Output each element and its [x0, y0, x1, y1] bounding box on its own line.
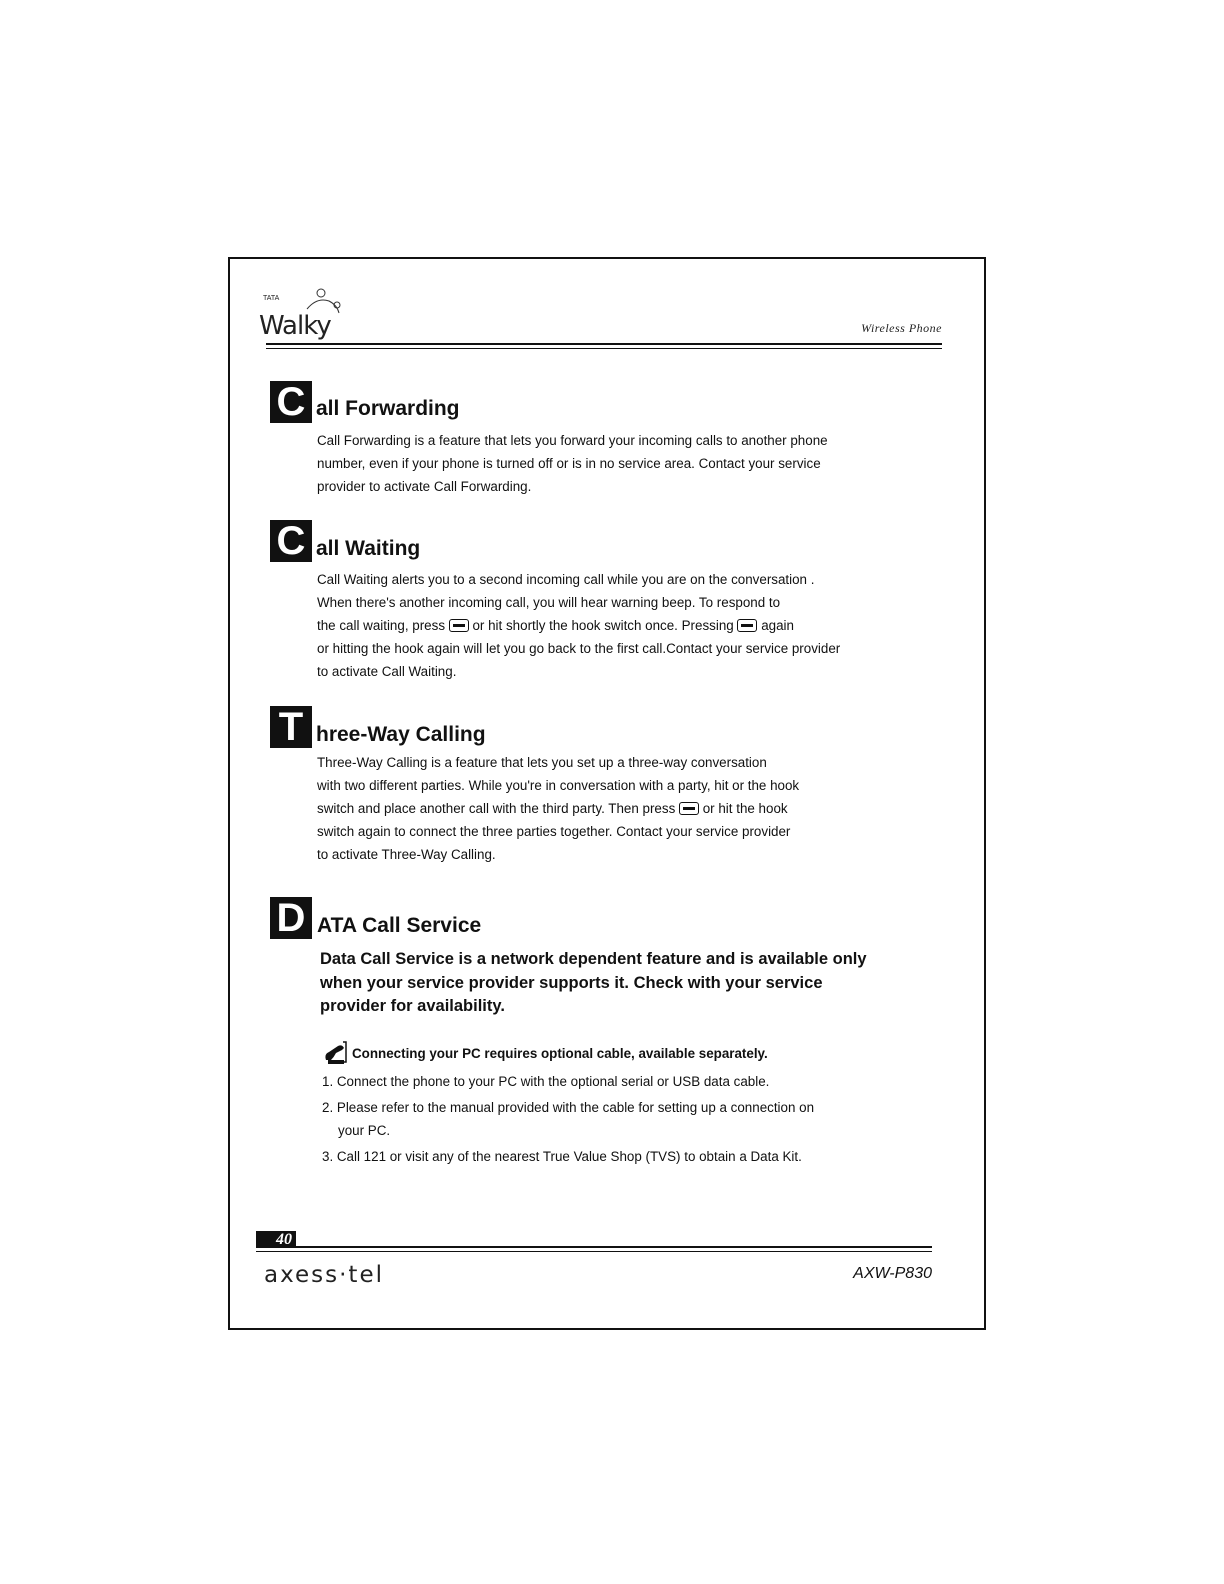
redial-key-icon: [679, 802, 699, 815]
section-initial: C: [270, 381, 312, 423]
header-rule-thin: [266, 348, 942, 349]
logo-small-text: TATA: [263, 295, 280, 302]
text-line: or hitting the hook again will let you go back to the first call.Contact your service provider: [317, 641, 841, 656]
bold-paragraph: [320, 948, 867, 1019]
text-line: Data Call Service is a network dependent feature and is available only: [320, 950, 867, 968]
text-line: Call Forwarding is a feature that lets you forward your incoming calls to another phone: [317, 433, 828, 448]
list-item: your PC.: [338, 1123, 391, 1138]
list-item: 1. Connect the phone to your PC with the optional serial or USB data cable.: [322, 1074, 770, 1089]
model-number: AXW-P830: [853, 1265, 932, 1282]
section-initial: D: [270, 897, 312, 939]
list-item: 3. Call 121 or visit any of the nearest True Value Shop (TVS) to obtain a Data Kit.: [322, 1149, 802, 1164]
brand-logo: axess·tel: [264, 1262, 384, 1288]
text-line: to activate Three-Way Calling.: [317, 847, 496, 862]
paragraph: [317, 751, 799, 866]
text-line: when your service provider supports it. Check with your service: [320, 973, 823, 992]
walky-logo: [255, 283, 375, 341]
section-initial: C: [270, 520, 312, 562]
section-title: hree-Way Calling: [316, 723, 486, 746]
section-title: all Forwarding: [316, 397, 460, 420]
logo-word: Walky: [259, 311, 331, 341]
text-line: provider to activate Call Forwarding.: [317, 479, 532, 494]
phone-note-icon: [322, 1040, 348, 1066]
text-line: number, even if your phone is turned off or is in no service area. Contact your service: [317, 456, 821, 471]
paragraph: [317, 429, 828, 498]
text-line: When there's another incoming call, you will hear warning beep. To respond to: [317, 595, 781, 610]
text-line: switch again to connect the three parties together. Contact your service provider: [317, 824, 791, 839]
text-line: Three-Way Calling is a feature that lets you set up a three-way conversation: [317, 755, 767, 770]
text-line: to activate Call Waiting.: [317, 664, 457, 679]
text-line: provider for availability.: [320, 997, 505, 1015]
note-text: Connecting your PC requires optional cable, available separately.: [352, 1046, 768, 1061]
text-line: the call waiting, press or hit shortly the hook switch once. Pressing again: [317, 618, 794, 633]
redial-key-icon: [449, 619, 469, 632]
page-number: 40: [256, 1231, 296, 1248]
steps-list: [322, 1070, 814, 1168]
text-line: switch and place another call with the third party. Then press or hit the hook: [317, 801, 788, 816]
section-title: all Waiting: [316, 537, 421, 560]
section-title: ATA Call Service: [317, 914, 482, 937]
section-initial: T: [270, 706, 312, 748]
footer-rule: [296, 1246, 932, 1248]
redial-key-icon: [737, 619, 757, 632]
text-line: Call Waiting alerts you to a second incoming call while you are on the conversation .: [317, 572, 815, 587]
footer-rule-thin: [256, 1251, 932, 1252]
list-item: 2. Please refer to the manual provided with the cable for setting up a connection on: [322, 1100, 815, 1115]
header-rule: [266, 343, 942, 345]
paragraph: [317, 568, 840, 683]
text-line: with two different parties. While you're in conversation with a party, hit or the hook: [317, 778, 800, 793]
header-title: Wireless Phone: [861, 321, 942, 335]
